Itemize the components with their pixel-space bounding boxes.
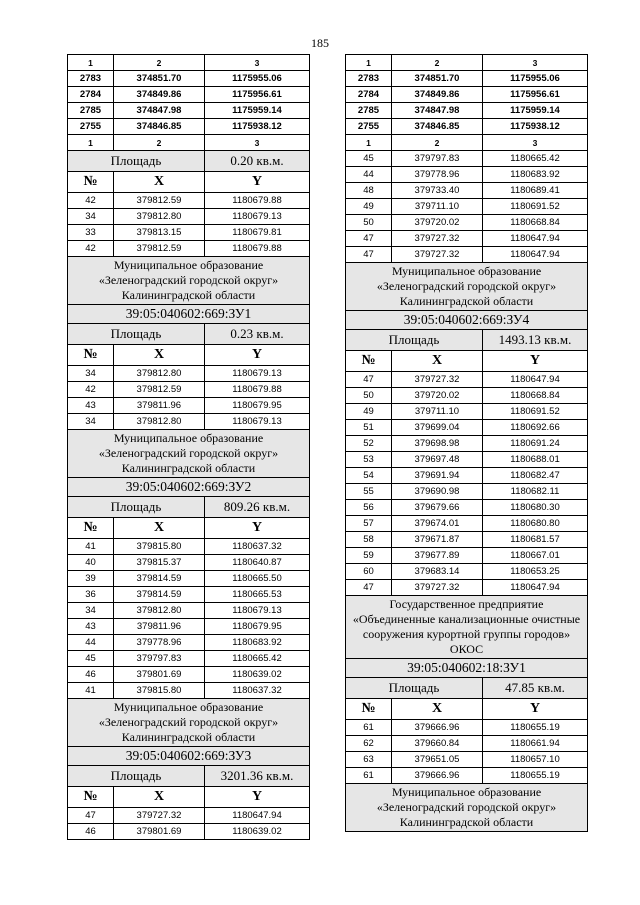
y-coordinate-cell: 1180691.52 bbox=[483, 404, 588, 420]
y-coordinate-cell: 1180681.57 bbox=[483, 532, 588, 548]
point-number-cell: 58 bbox=[346, 532, 392, 548]
x-coordinate-cell: 379797.83 bbox=[392, 151, 483, 167]
point-number-cell: 59 bbox=[346, 548, 392, 564]
coordinate-row bbox=[346, 564, 588, 580]
area-row bbox=[68, 151, 310, 172]
coordinate-row bbox=[346, 736, 588, 752]
reference-point-row bbox=[68, 71, 310, 87]
x-coordinate-cell: 379666.96 bbox=[392, 768, 483, 784]
coordinate-row bbox=[346, 199, 588, 215]
area-label-cell: Площадь bbox=[68, 324, 205, 345]
column-header-row bbox=[68, 787, 310, 808]
coordinate-row bbox=[68, 603, 310, 619]
point-number-cell: 44 bbox=[68, 635, 114, 651]
x-header-cell: X bbox=[114, 172, 205, 193]
y-coordinate-cell: 1180689.41 bbox=[483, 183, 588, 199]
coordinate-row bbox=[68, 366, 310, 382]
y-coordinate-cell: 1180655.19 bbox=[483, 768, 588, 784]
coordinate-row bbox=[346, 388, 588, 404]
coordinate-row bbox=[346, 548, 588, 564]
x-coordinate-cell: 379814.59 bbox=[114, 571, 205, 587]
coordinate-row bbox=[346, 215, 588, 231]
coordinate-row bbox=[346, 452, 588, 468]
column-number-row bbox=[68, 135, 310, 151]
area-value-cell: 3201.36 кв.м. bbox=[205, 766, 310, 787]
area-label-cell: Площадь bbox=[346, 678, 483, 699]
x-coordinate-cell: 379674.01 bbox=[392, 516, 483, 532]
y-coordinate-cell: 1180655.19 bbox=[483, 720, 588, 736]
cadastral-number-row bbox=[68, 305, 310, 324]
owner-name-cell: Государственное предприятие «Объединенные канализационные очистные сооружения курортной группы городов» ОКОС bbox=[346, 596, 588, 659]
owner-name-cell: Муниципальное образование «Зеленоградский городской округ» Калининградской области bbox=[68, 699, 310, 747]
point-number-cell: 46 bbox=[68, 667, 114, 683]
coordinate-row bbox=[346, 752, 588, 768]
reference-point-row bbox=[68, 103, 310, 119]
reference-point-row bbox=[68, 119, 310, 135]
coordinate-row bbox=[68, 209, 310, 225]
number-header-cell: № bbox=[68, 518, 114, 539]
area-row bbox=[68, 324, 310, 345]
cadastral-number-row bbox=[68, 747, 310, 766]
coordinate-row bbox=[346, 580, 588, 596]
point-number-cell: 34 bbox=[68, 366, 114, 382]
cadastral-number-row bbox=[346, 311, 588, 330]
point-number-cell: 62 bbox=[346, 736, 392, 752]
column-number-cell: 3 bbox=[205, 135, 310, 151]
y-coordinate-cell: 1180679.13 bbox=[205, 209, 310, 225]
y-coordinate-cell: 1180679.13 bbox=[205, 603, 310, 619]
x-coordinate-cell: 374847.98 bbox=[114, 103, 205, 119]
y-coordinate-cell: 1180692.66 bbox=[483, 420, 588, 436]
point-number-cell: 50 bbox=[346, 388, 392, 404]
point-number-cell: 61 bbox=[346, 768, 392, 784]
coordinate-row bbox=[346, 516, 588, 532]
column-number-cell: 1 bbox=[68, 135, 114, 151]
page-number: 185 bbox=[311, 36, 329, 50]
y-header-cell: Y bbox=[205, 518, 310, 539]
y-coordinate-cell: 1180653.25 bbox=[483, 564, 588, 580]
column-header-row bbox=[68, 345, 310, 366]
coordinate-row bbox=[68, 555, 310, 571]
x-coordinate-cell: 374851.70 bbox=[114, 71, 205, 87]
column-header-row bbox=[346, 351, 588, 372]
y-coordinate-cell: 1180668.84 bbox=[483, 388, 588, 404]
area-row bbox=[346, 678, 588, 699]
y-coordinate-cell: 1175956.61 bbox=[205, 87, 310, 103]
y-coordinate-cell: 1180679.95 bbox=[205, 398, 310, 414]
x-coordinate-cell: 379801.69 bbox=[114, 824, 205, 840]
x-coordinate-cell: 379691.94 bbox=[392, 468, 483, 484]
coordinate-row bbox=[68, 398, 310, 414]
column-number-cell: 3 bbox=[483, 135, 588, 151]
x-coordinate-cell: 379812.59 bbox=[114, 193, 205, 209]
column-number-cell: 2 bbox=[392, 55, 483, 71]
point-number-cell: 45 bbox=[68, 651, 114, 667]
area-label-cell: Площадь bbox=[68, 497, 205, 518]
x-coordinate-cell: 374849.86 bbox=[114, 87, 205, 103]
x-coordinate-cell: 379812.80 bbox=[114, 414, 205, 430]
y-coordinate-cell: 1180665.42 bbox=[483, 151, 588, 167]
coordinate-row bbox=[346, 468, 588, 484]
x-coordinate-cell: 379812.80 bbox=[114, 603, 205, 619]
column-number-cell: 1 bbox=[68, 55, 114, 71]
owner-name-cell: Муниципальное образование «Зеленоградский городской округ» Калининградской области bbox=[346, 263, 588, 311]
point-number-cell: 2783 bbox=[68, 71, 114, 87]
x-coordinate-cell: 379711.10 bbox=[392, 404, 483, 420]
coordinate-row bbox=[68, 651, 310, 667]
coordinate-row bbox=[346, 183, 588, 199]
reference-point-row bbox=[346, 87, 588, 103]
point-number-cell: 52 bbox=[346, 436, 392, 452]
coordinate-row bbox=[68, 225, 310, 241]
x-coordinate-cell: 379651.05 bbox=[392, 752, 483, 768]
area-label-cell: Площадь bbox=[68, 766, 205, 787]
column-header-row bbox=[68, 518, 310, 539]
point-number-cell: 47 bbox=[346, 247, 392, 263]
x-coordinate-cell: 379815.80 bbox=[114, 539, 205, 555]
y-coordinate-cell: 1180679.88 bbox=[205, 241, 310, 257]
point-number-cell: 2755 bbox=[68, 119, 114, 135]
point-number-cell: 54 bbox=[346, 468, 392, 484]
x-coordinate-cell: 379727.32 bbox=[392, 247, 483, 263]
point-number-cell: 34 bbox=[68, 209, 114, 225]
x-coordinate-cell: 374849.86 bbox=[392, 87, 483, 103]
x-coordinate-cell: 379727.32 bbox=[392, 580, 483, 596]
point-number-cell: 46 bbox=[68, 824, 114, 840]
area-value-cell: 809.26 кв.м. bbox=[205, 497, 310, 518]
coordinate-row bbox=[68, 539, 310, 555]
y-header-cell: Y bbox=[205, 787, 310, 808]
number-header-cell: № bbox=[346, 351, 392, 372]
number-header-cell: № bbox=[68, 172, 114, 193]
x-coordinate-cell: 379677.89 bbox=[392, 548, 483, 564]
y-coordinate-cell: 1180679.81 bbox=[205, 225, 310, 241]
coordinate-row bbox=[68, 382, 310, 398]
y-coordinate-cell: 1180665.50 bbox=[205, 571, 310, 587]
coordinate-row bbox=[68, 824, 310, 840]
coordinate-row bbox=[346, 404, 588, 420]
y-coordinate-cell: 1180661.94 bbox=[483, 736, 588, 752]
y-coordinate-cell: 1180639.02 bbox=[205, 667, 310, 683]
point-number-cell: 2785 bbox=[68, 103, 114, 119]
point-number-cell: 43 bbox=[68, 398, 114, 414]
number-header-cell: № bbox=[68, 345, 114, 366]
y-coordinate-cell: 1180639.02 bbox=[205, 824, 310, 840]
reference-point-row bbox=[346, 103, 588, 119]
y-coordinate-cell: 1180680.80 bbox=[483, 516, 588, 532]
area-row bbox=[68, 497, 310, 518]
point-number-cell: 63 bbox=[346, 752, 392, 768]
point-number-cell: 34 bbox=[68, 414, 114, 430]
x-coordinate-cell: 379813.15 bbox=[114, 225, 205, 241]
column-number-cell: 1 bbox=[346, 135, 392, 151]
point-number-cell: 55 bbox=[346, 484, 392, 500]
point-number-cell: 47 bbox=[346, 231, 392, 247]
point-number-cell: 43 bbox=[68, 619, 114, 635]
owner-row bbox=[346, 784, 588, 832]
point-number-cell: 48 bbox=[346, 183, 392, 199]
point-number-cell: 45 bbox=[346, 151, 392, 167]
point-number-cell: 49 bbox=[346, 404, 392, 420]
area-label-cell: Площадь bbox=[68, 151, 205, 172]
point-number-cell: 2784 bbox=[346, 87, 392, 103]
y-coordinate-cell: 1180665.53 bbox=[205, 587, 310, 603]
coordinate-row bbox=[68, 619, 310, 635]
x-coordinate-cell: 374847.98 bbox=[392, 103, 483, 119]
point-number-cell: 50 bbox=[346, 215, 392, 231]
y-coordinate-cell: 1180679.13 bbox=[205, 366, 310, 382]
point-number-cell: 53 bbox=[346, 452, 392, 468]
y-coordinate-cell: 1180668.84 bbox=[483, 215, 588, 231]
point-number-cell: 42 bbox=[68, 382, 114, 398]
x-coordinate-cell: 379727.32 bbox=[114, 808, 205, 824]
x-coordinate-cell: 379812.59 bbox=[114, 382, 205, 398]
point-number-cell: 34 bbox=[68, 603, 114, 619]
x-coordinate-cell: 379801.69 bbox=[114, 667, 205, 683]
y-coordinate-cell: 1180688.01 bbox=[483, 452, 588, 468]
y-coordinate-cell: 1175959.14 bbox=[483, 103, 588, 119]
y-coordinate-cell: 1180637.32 bbox=[205, 539, 310, 555]
reference-point-row bbox=[68, 87, 310, 103]
y-coordinate-cell: 1180657.10 bbox=[483, 752, 588, 768]
reference-point-row bbox=[346, 119, 588, 135]
point-number-cell: 51 bbox=[346, 420, 392, 436]
point-number-cell: 2755 bbox=[346, 119, 392, 135]
x-coordinate-cell: 379733.40 bbox=[392, 183, 483, 199]
point-number-cell: 49 bbox=[346, 199, 392, 215]
x-coordinate-cell: 379666.96 bbox=[392, 720, 483, 736]
column-header-row bbox=[346, 699, 588, 720]
column-number-cell: 2 bbox=[114, 55, 205, 71]
coordinate-row bbox=[346, 167, 588, 183]
y-coordinate-cell: 1175956.61 bbox=[483, 87, 588, 103]
x-coordinate-cell: 379814.59 bbox=[114, 587, 205, 603]
coordinate-row bbox=[346, 436, 588, 452]
point-number-cell: 41 bbox=[68, 539, 114, 555]
coordinate-row bbox=[68, 808, 310, 824]
coordinate-row bbox=[346, 231, 588, 247]
left-coordinates-table bbox=[67, 54, 310, 840]
owner-row bbox=[346, 596, 588, 659]
area-row bbox=[68, 766, 310, 787]
column-number-row bbox=[68, 55, 310, 71]
y-header-cell: Y bbox=[483, 351, 588, 372]
coordinate-row bbox=[346, 768, 588, 784]
x-coordinate-cell: 379727.32 bbox=[392, 372, 483, 388]
owner-name-cell: Муниципальное образование «Зеленоградский городской округ» Калининградской области bbox=[68, 430, 310, 478]
coordinate-row bbox=[346, 151, 588, 167]
point-number-cell: 40 bbox=[68, 555, 114, 571]
point-number-cell: 44 bbox=[346, 167, 392, 183]
y-coordinate-cell: 1180679.13 bbox=[205, 414, 310, 430]
point-number-cell: 56 bbox=[346, 500, 392, 516]
x-coordinate-cell: 379671.87 bbox=[392, 532, 483, 548]
point-number-cell: 41 bbox=[68, 683, 114, 699]
x-header-cell: X bbox=[392, 699, 483, 720]
y-header-cell: Y bbox=[205, 172, 310, 193]
cadastral-number-cell: 39:05:040602:669:ЗУ2 bbox=[68, 478, 310, 497]
area-row bbox=[346, 330, 588, 351]
coordinate-row bbox=[68, 587, 310, 603]
reference-point-row bbox=[346, 71, 588, 87]
point-number-cell: 57 bbox=[346, 516, 392, 532]
y-coordinate-cell: 1180683.92 bbox=[205, 635, 310, 651]
column-number-cell: 3 bbox=[483, 55, 588, 71]
owner-row bbox=[346, 263, 588, 311]
cadastral-number-cell: 39:05:040602:669:ЗУ3 bbox=[68, 747, 310, 766]
cadastral-number-cell: 39:05:040602:669:ЗУ1 bbox=[68, 305, 310, 324]
coordinate-row bbox=[346, 372, 588, 388]
point-number-cell: 36 bbox=[68, 587, 114, 603]
x-header-cell: X bbox=[392, 351, 483, 372]
number-header-cell: № bbox=[68, 787, 114, 808]
owner-row bbox=[68, 257, 310, 305]
y-coordinate-cell: 1180679.95 bbox=[205, 619, 310, 635]
y-header-cell: Y bbox=[205, 345, 310, 366]
x-coordinate-cell: 379797.83 bbox=[114, 651, 205, 667]
y-coordinate-cell: 1175938.12 bbox=[205, 119, 310, 135]
area-value-cell: 1493.13 кв.м. bbox=[483, 330, 588, 351]
point-number-cell: 60 bbox=[346, 564, 392, 580]
x-coordinate-cell: 379812.80 bbox=[114, 209, 205, 225]
y-coordinate-cell: 1180665.42 bbox=[205, 651, 310, 667]
y-header-cell: Y bbox=[483, 699, 588, 720]
x-coordinate-cell: 379679.66 bbox=[392, 500, 483, 516]
point-number-cell: 47 bbox=[68, 808, 114, 824]
y-coordinate-cell: 1175955.06 bbox=[205, 71, 310, 87]
cadastral-number-cell: 39:05:040602:18:ЗУ1 bbox=[346, 659, 588, 678]
y-coordinate-cell: 1180679.88 bbox=[205, 193, 310, 209]
y-coordinate-cell: 1180640.87 bbox=[205, 555, 310, 571]
y-coordinate-cell: 1175938.12 bbox=[483, 119, 588, 135]
x-coordinate-cell: 379815.37 bbox=[114, 555, 205, 571]
column-number-cell: 1 bbox=[346, 55, 392, 71]
y-coordinate-cell: 1180647.94 bbox=[205, 808, 310, 824]
y-coordinate-cell: 1180679.88 bbox=[205, 382, 310, 398]
cadastral-number-row bbox=[346, 659, 588, 678]
y-coordinate-cell: 1180682.11 bbox=[483, 484, 588, 500]
area-value-cell: 47.85 кв.м. bbox=[483, 678, 588, 699]
point-number-cell: 2784 bbox=[68, 87, 114, 103]
point-number-cell: 2785 bbox=[346, 103, 392, 119]
coordinate-row bbox=[346, 484, 588, 500]
x-coordinate-cell: 379812.80 bbox=[114, 366, 205, 382]
area-value-cell: 0.20 кв.м. bbox=[205, 151, 310, 172]
point-number-cell: 42 bbox=[68, 241, 114, 257]
y-coordinate-cell: 1180667.01 bbox=[483, 548, 588, 564]
y-coordinate-cell: 1180691.52 bbox=[483, 199, 588, 215]
point-number-cell: 47 bbox=[346, 372, 392, 388]
column-header-row bbox=[68, 172, 310, 193]
point-number-cell: 61 bbox=[346, 720, 392, 736]
x-coordinate-cell: 379811.96 bbox=[114, 619, 205, 635]
x-coordinate-cell: 379698.98 bbox=[392, 436, 483, 452]
y-coordinate-cell: 1180683.92 bbox=[483, 167, 588, 183]
coordinate-row bbox=[68, 414, 310, 430]
point-number-cell: 2783 bbox=[346, 71, 392, 87]
y-coordinate-cell: 1180680.30 bbox=[483, 500, 588, 516]
y-coordinate-cell: 1180682.47 bbox=[483, 468, 588, 484]
coordinate-row bbox=[68, 667, 310, 683]
coordinate-row bbox=[68, 571, 310, 587]
x-coordinate-cell: 379660.84 bbox=[392, 736, 483, 752]
coordinate-row bbox=[346, 500, 588, 516]
point-number-cell: 39 bbox=[68, 571, 114, 587]
column-number-cell: 2 bbox=[114, 135, 205, 151]
cadastral-number-row bbox=[68, 478, 310, 497]
y-coordinate-cell: 1180637.32 bbox=[205, 683, 310, 699]
area-label-cell: Площадь bbox=[346, 330, 483, 351]
coordinate-row bbox=[68, 241, 310, 257]
x-header-cell: X bbox=[114, 518, 205, 539]
coordinate-row bbox=[68, 635, 310, 651]
column-number-cell: 3 bbox=[205, 55, 310, 71]
coordinate-row bbox=[346, 532, 588, 548]
x-header-cell: X bbox=[114, 787, 205, 808]
number-header-cell: № bbox=[346, 699, 392, 720]
x-coordinate-cell: 379778.96 bbox=[392, 167, 483, 183]
x-coordinate-cell: 379697.48 bbox=[392, 452, 483, 468]
x-coordinate-cell: 379815.80 bbox=[114, 683, 205, 699]
coordinate-row bbox=[68, 683, 310, 699]
y-coordinate-cell: 1180647.94 bbox=[483, 580, 588, 596]
x-coordinate-cell: 379690.98 bbox=[392, 484, 483, 500]
x-coordinate-cell: 374846.85 bbox=[392, 119, 483, 135]
x-coordinate-cell: 374846.85 bbox=[114, 119, 205, 135]
x-coordinate-cell: 379812.59 bbox=[114, 241, 205, 257]
owner-row bbox=[68, 699, 310, 747]
coordinate-row bbox=[68, 193, 310, 209]
y-coordinate-cell: 1180647.94 bbox=[483, 372, 588, 388]
right-coordinates-table bbox=[345, 54, 588, 832]
coordinate-row bbox=[346, 247, 588, 263]
x-coordinate-cell: 379699.04 bbox=[392, 420, 483, 436]
point-number-cell: 47 bbox=[346, 580, 392, 596]
x-header-cell: X bbox=[114, 345, 205, 366]
y-coordinate-cell: 1180691.24 bbox=[483, 436, 588, 452]
owner-row bbox=[68, 430, 310, 478]
y-coordinate-cell: 1175959.14 bbox=[205, 103, 310, 119]
coordinate-row bbox=[346, 420, 588, 436]
y-coordinate-cell: 1175955.06 bbox=[483, 71, 588, 87]
column-number-row bbox=[346, 135, 588, 151]
column-number-cell: 2 bbox=[392, 135, 483, 151]
x-coordinate-cell: 379778.96 bbox=[114, 635, 205, 651]
x-coordinate-cell: 379711.10 bbox=[392, 199, 483, 215]
point-number-cell: 42 bbox=[68, 193, 114, 209]
y-coordinate-cell: 1180647.94 bbox=[483, 231, 588, 247]
cadastral-number-cell: 39:05:040602:669:ЗУ4 bbox=[346, 311, 588, 330]
y-coordinate-cell: 1180647.94 bbox=[483, 247, 588, 263]
area-value-cell: 0.23 кв.м. bbox=[205, 324, 310, 345]
x-coordinate-cell: 379720.02 bbox=[392, 215, 483, 231]
owner-name-cell: Муниципальное образование «Зеленоградский городской округ» Калининградской области bbox=[68, 257, 310, 305]
x-coordinate-cell: 379811.96 bbox=[114, 398, 205, 414]
x-coordinate-cell: 374851.70 bbox=[392, 71, 483, 87]
x-coordinate-cell: 379683.14 bbox=[392, 564, 483, 580]
coordinate-row bbox=[346, 720, 588, 736]
x-coordinate-cell: 379720.02 bbox=[392, 388, 483, 404]
owner-name-cell: Муниципальное образование «Зеленоградский городской округ» Калининградской области bbox=[346, 784, 588, 832]
point-number-cell: 33 bbox=[68, 225, 114, 241]
x-coordinate-cell: 379727.32 bbox=[392, 231, 483, 247]
column-number-row bbox=[346, 55, 588, 71]
